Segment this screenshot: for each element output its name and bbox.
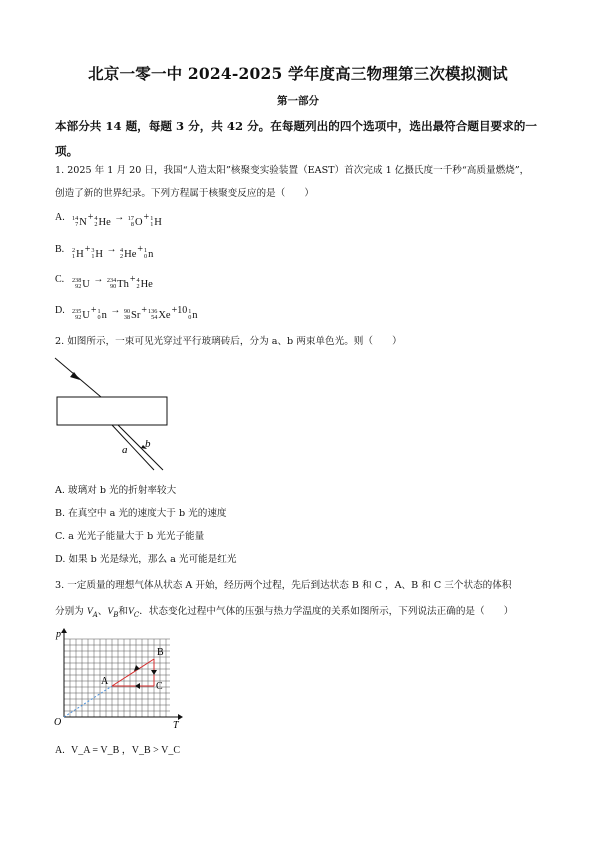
q1-option-a[interactable]: [55, 212, 163, 229]
element-symbol: U: [82, 278, 90, 290]
atomic-number: 1: [91, 253, 95, 261]
mass-number: 4: [120, 247, 124, 254]
instructions-line-2: 项。: [55, 144, 79, 158]
atomic-number: 1: [72, 253, 76, 261]
nuclide: [150, 216, 162, 229]
element-symbol: O: [134, 216, 143, 228]
mass-number: 1: [188, 308, 192, 315]
nuclide: [91, 248, 103, 261]
t-axis-label: T: [173, 720, 179, 730]
nuclear-equation: [71, 305, 199, 322]
nuclide: [120, 248, 136, 261]
option-label: C.: [55, 274, 65, 285]
instructions-line-1: 本部分共 14 题，每题 3 分，共 42 分。在每题列出的四个选项中，选出最符合题目要求的一: [55, 119, 537, 133]
element-symbol: N: [79, 216, 87, 228]
stem-text: ．状态变化过程中气体的压强与热力学温度的关系如图所示，下列说法正确的是（ ）: [139, 606, 514, 617]
var: V: [107, 606, 114, 617]
operator: →: [107, 305, 123, 316]
operator: +: [143, 212, 150, 223]
mass-number: 1: [97, 308, 101, 315]
nuclide: [98, 309, 107, 322]
element-symbol: H: [76, 248, 84, 260]
section-heading: 第一部分: [277, 95, 319, 107]
atomic-number: 2: [94, 221, 98, 229]
atomic-number: 0: [188, 314, 192, 322]
nuclide: [148, 309, 171, 322]
mass-number: 90: [123, 308, 131, 315]
nuclide: [72, 216, 87, 229]
p-axis-arrow: [61, 628, 67, 633]
element-symbol: He: [140, 278, 153, 290]
nuclide: [72, 278, 90, 291]
pressure-temperature-graph: [52, 625, 187, 730]
mass-number: 14: [72, 215, 79, 222]
element-symbol: Xe: [158, 309, 171, 321]
option-label: A.: [55, 212, 65, 223]
mass-number: 4: [94, 215, 98, 222]
mass-number: 235: [72, 308, 82, 315]
nuclide: [124, 309, 141, 322]
state-b-label: B: [157, 647, 164, 658]
option-label: D.: [55, 305, 65, 316]
mass-number: 2: [72, 247, 76, 254]
element-symbol: Th: [117, 278, 129, 290]
element-symbol: Sr: [131, 309, 141, 321]
arrow-b-to-c: [151, 670, 157, 675]
mass-number: 3: [91, 247, 95, 254]
nuclide: [72, 309, 90, 322]
nuclide: [128, 216, 143, 229]
element-symbol: n: [148, 248, 154, 260]
t-axis-arrow: [178, 714, 183, 720]
conj: 和: [118, 606, 128, 617]
atomic-number: 90: [109, 283, 117, 291]
var-sub: C: [133, 611, 140, 619]
q3-stem-line-1: 3. 一定质量的理想气体从状态 A 开始，经历两个过程，先后到达状态 B 和 C ，A、B 和 C 三个状态的体积: [55, 580, 512, 591]
atomic-number: 2: [120, 253, 124, 261]
mass-number: 238: [72, 277, 82, 284]
option-label: A.: [55, 745, 65, 756]
atomic-number: 92: [75, 283, 82, 291]
atomic-number: 1: [150, 221, 154, 229]
element-symbol: H: [154, 216, 162, 228]
operator: +: [87, 212, 94, 223]
label-a: a: [122, 444, 128, 456]
q1-stem-line-2: 创造了新的世界纪录。下列方程属于核聚变反应的是（ ）: [55, 188, 315, 199]
operator: +: [129, 274, 136, 285]
q2-option-a[interactable]: A. 玻璃对 b 光的折射率较大: [55, 485, 177, 496]
mass-number: 234: [106, 277, 117, 284]
q2-option-b[interactable]: B. 在真空中 a 光的速度大于 b 光的速度: [55, 508, 227, 519]
q1-option-d[interactable]: [55, 305, 199, 322]
nuclear-equation: [71, 212, 163, 229]
operator: →: [104, 244, 120, 255]
nuclear-equation: [71, 244, 154, 261]
atomic-number: 0: [97, 314, 101, 322]
option-label: B.: [55, 244, 65, 255]
mass-number: 17: [127, 215, 134, 222]
q1-option-c[interactable]: [55, 274, 154, 291]
element-symbol: n: [192, 309, 198, 321]
nuclide: [136, 278, 152, 291]
atomic-number: 38: [123, 314, 131, 322]
option-text: V_A = V_B ，V_B > V_C: [71, 745, 180, 756]
operator: →: [111, 212, 127, 223]
atomic-number: 92: [75, 314, 82, 322]
operator: +10: [171, 305, 188, 316]
state-c-label: C: [156, 681, 163, 692]
incident-ray-arrow: [70, 372, 80, 380]
nuclide: [188, 309, 197, 322]
q3-option-a[interactable]: [55, 741, 180, 756]
q2-stem: 2. 如图所示，一束可见光穿过平行玻璃砖后，分为 a、b 两束单色光。则（ ）: [55, 336, 402, 347]
atomic-number: 0: [144, 253, 148, 261]
operator: +: [137, 244, 143, 255]
p-axis-label: p: [56, 629, 61, 640]
element-symbol: He: [98, 216, 111, 228]
element-symbol: H: [95, 248, 104, 260]
operator: →: [90, 274, 106, 285]
origin-label: O: [54, 717, 62, 728]
glass-block: [57, 397, 167, 425]
atomic-number: 54: [151, 314, 158, 322]
glass-block-figure: [52, 355, 182, 480]
var: V: [128, 606, 134, 617]
element-symbol: U: [82, 309, 90, 321]
state-a-label: A: [101, 676, 109, 687]
var-sub: B: [113, 611, 119, 619]
var-sub: A: [92, 611, 98, 619]
q3-stem-line-2: [55, 603, 513, 619]
q2-option-d[interactable]: D. 如果 b 光是绿光，那么 a 光可能是红光: [55, 554, 237, 565]
var: V: [86, 606, 93, 617]
nuclide: [107, 278, 129, 291]
mass-number: 1: [144, 247, 148, 254]
operator: +: [141, 305, 148, 316]
comma: 、: [97, 606, 108, 617]
nuclide: [72, 248, 84, 261]
element-symbol: n: [101, 309, 107, 321]
q1-option-b[interactable]: [55, 244, 154, 261]
mass-number: 4: [136, 277, 140, 284]
mass-number: 136: [148, 308, 158, 315]
operator: +: [90, 305, 97, 316]
stem-text: 分别为: [55, 606, 87, 617]
nuclide: [144, 248, 153, 261]
section-instructions: [55, 114, 537, 164]
nuclide: [94, 216, 110, 229]
page-title: 北京一零一中 2024-2025 学年度高三物理第三次模拟测试: [88, 64, 508, 83]
atomic-number: 8: [130, 221, 134, 229]
q2-option-c[interactable]: C. a 光光子能量大于 b 光光子能量: [55, 531, 205, 542]
label-b: b: [145, 438, 151, 450]
nuclear-equation: [71, 274, 154, 291]
element-symbol: He: [124, 248, 137, 260]
operator: +: [84, 244, 91, 255]
atomic-number: 7: [75, 221, 79, 229]
atomic-number: 2: [136, 283, 140, 291]
q1-stem-line-1: 1. 2025 年 1 月 20 日，我国“人造太阳”核聚变实验装置（EAST）首次完成 1 亿摄氏度一千秒“高质量燃烧”，: [55, 165, 530, 176]
mass-number: 1: [150, 215, 154, 222]
